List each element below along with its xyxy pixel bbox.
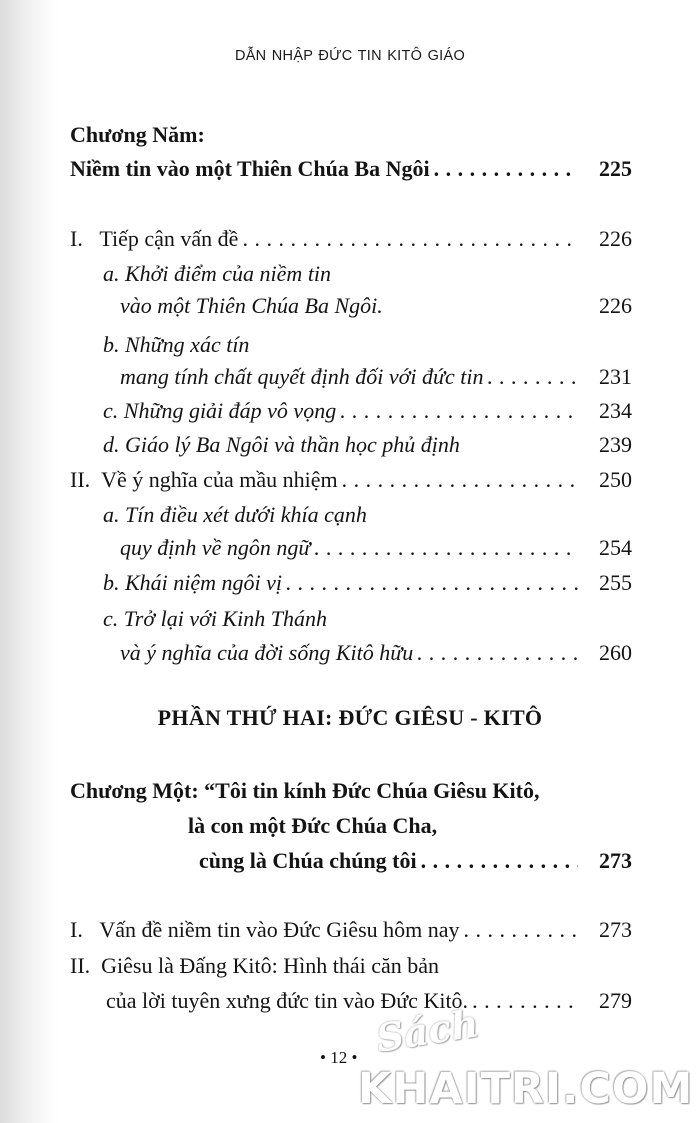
toc-page-number: 250	[599, 467, 632, 492]
toc-entry-section-2[interactable]	[70, 467, 632, 493]
toc-subentry-1b-line1: b. Những xác tín	[103, 332, 250, 357]
dot-leader	[434, 156, 578, 182]
toc-entry-title: II. Về ý nghĩa của mầu nhiệm	[70, 467, 338, 492]
toc-entry-chapter1-section-1[interactable]	[70, 917, 632, 943]
toc-entry-section-1a[interactable]	[120, 293, 632, 319]
dot-leader	[242, 226, 578, 252]
toc-page-number: 239	[599, 432, 632, 457]
toc-entry-section-2c[interactable]	[120, 640, 632, 666]
chapter1-title-line2: là con một Đức Chúa Cha,	[188, 813, 438, 838]
toc-entry-title: quy định về ngôn ngữ	[120, 535, 311, 560]
toc-page-number: 254	[599, 535, 632, 560]
running-header: DẪN NHẬP ĐỨC TIN KITÔ GIÁO	[234, 48, 466, 64]
toc-subentry-2a-line1: a. Tín điều xét dưới khía cạnh	[103, 502, 367, 527]
toc-entry-chapter1-section-2[interactable]	[106, 988, 632, 1014]
toc-chapter1-section-2-line1: II. Giêsu là Đấng Kitô: Hình thái căn bản	[70, 953, 440, 978]
dot-leader	[421, 848, 578, 874]
watermark-logo: KHAITRI.COM	[358, 1064, 694, 1114]
toc-entry-section-1b[interactable]	[120, 364, 632, 390]
toc-subentry-2c-line1: c. Trở lại với Kinh Thánh	[103, 606, 327, 631]
page-shadow-band	[0, 0, 58, 1123]
chapter1-title-line1: Chương Một: “Tôi tin kính Đức Chúa Giêsu Kitô,	[70, 778, 540, 803]
dot-leader	[342, 467, 578, 493]
toc-entry-title: vào một Thiên Chúa Ba Ngôi.	[120, 293, 383, 318]
toc-page-number: 225	[599, 156, 632, 181]
toc-page-number: 231	[599, 364, 632, 389]
toc-entry-section-2b[interactable]	[103, 570, 632, 596]
dot-leader	[340, 398, 578, 424]
toc-entry-title: d. Giáo lý Ba Ngôi và thần học phủ định	[103, 432, 460, 457]
toc-entry-title: Niềm tin vào một Thiên Chúa Ba Ngôi	[70, 156, 430, 181]
toc-entry-title: và ý nghĩa của đời sống Kitô hữu	[120, 640, 414, 665]
toc-page-number: 226	[599, 226, 632, 251]
toc-page-number: 279	[599, 988, 632, 1013]
part-title: PHẦN THỨ HAI: ĐỨC GIÊSU - KITÔ	[157, 705, 543, 730]
toc-page-number: 260	[599, 640, 632, 665]
page-number: • 12 •	[320, 1048, 358, 1067]
toc-page-number: 234	[599, 398, 632, 423]
dot-leader	[286, 570, 578, 596]
toc-entry-title: c. Những giải đáp vô vọng	[103, 398, 337, 423]
toc-page-number: 273	[599, 917, 632, 942]
toc-page-number: 255	[599, 570, 632, 595]
toc-entry-title: của lời tuyên xưng đức tin vào Đức Kitô.	[106, 988, 469, 1013]
toc-entry-section-1d[interactable]	[103, 432, 632, 458]
toc-subentry-1a-line1: a. Khởi điểm của niềm tin	[103, 261, 332, 286]
toc-entry-chapter5[interactable]	[70, 156, 632, 182]
dot-leader	[417, 640, 578, 666]
toc-entry-title: I. Tiếp cận vấn đề	[70, 226, 239, 251]
toc-page-number: 273	[599, 848, 632, 873]
toc-entry-chapter1[interactable]	[199, 848, 632, 874]
toc-entry-title: b. Khái niệm ngôi vị	[103, 570, 283, 595]
dot-leader	[314, 535, 578, 561]
dot-leader	[464, 917, 578, 943]
toc-page-number: 226	[599, 293, 632, 318]
dot-leader	[472, 988, 578, 1014]
chapter-label: Chương Năm:	[70, 122, 205, 147]
toc-entry-section-1c[interactable]	[103, 398, 632, 424]
toc-entry-section-1[interactable]	[70, 226, 632, 252]
watermark-script: Sách	[373, 1000, 482, 1061]
toc-entry-section-2a[interactable]	[120, 535, 632, 561]
toc-entry-title: mang tính chất quyết định đối với đức tin	[120, 364, 484, 389]
dot-leader	[487, 364, 578, 390]
toc-entry-title: cùng là Chúa chúng tôi	[199, 848, 417, 873]
toc-entry-title: I. Vấn đề niềm tin vào Đức Giêsu hôm nay	[70, 917, 460, 942]
